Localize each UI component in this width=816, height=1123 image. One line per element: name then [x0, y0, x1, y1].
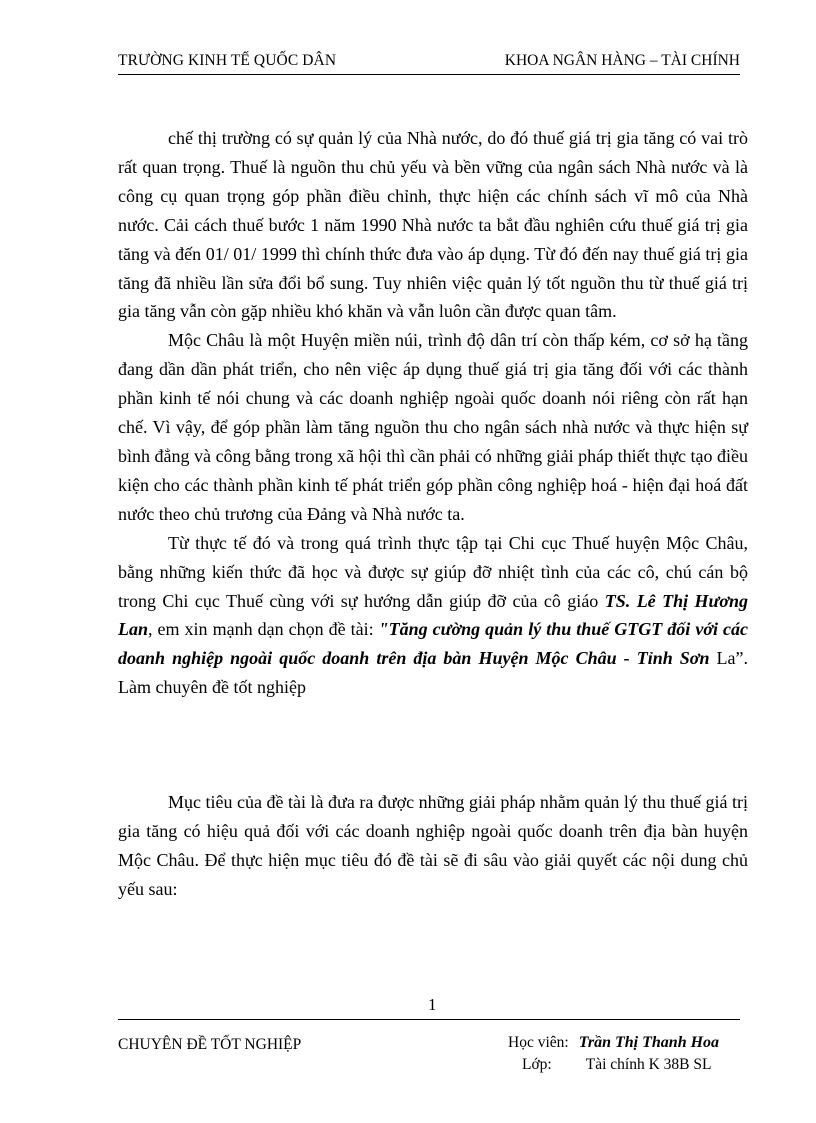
paragraph-3-text-c: La”. Làm chuyên đề tốt nghiệp — [118, 648, 748, 698]
paragraph-2: Mộc Châu là một Huyện miền núi, trình độ dân trí còn thấp kém, cơ sở hạ tầng đang dần dần phát triển, cho nên việc áp dụng thuế giá trị gia tăng đối với các thành phần kinh tế nói chung và các doanh nghiệp ngoài quốc doanh nói riêng còn rất hạn chế. Vì vậy, để góp phần làm tăng nguồn thu cho ngân sách nhà nước và thực hiện sự bình đẳng và công bằng trong xã hội thì cần phải có những giải pháp thiết thực tạo điều kiện cho các thành phần kinh tế phát triển góp phần công nghiệp hoá - hiện đại hoá đất nước theo chủ trương của Đảng và Nhà nước ta. — [118, 330, 748, 524]
section-gap — [118, 702, 748, 788]
class-label: Lớp: — [522, 1056, 552, 1073]
thesis-title: "Tăng cường quản lý thu thuế GTGT đối với các doanh nghiệp ngoài quốc doanh trên địa bàn Huyện Mộc Châu - Tỉnh Sơn — [118, 619, 748, 669]
page-footer — [118, 1019, 740, 1080]
paragraph-3 — [118, 529, 748, 702]
document-body — [118, 124, 748, 904]
footer-doc-type: CHUYÊN ĐỀ TỐT NGHIỆP — [118, 1036, 302, 1053]
paragraph-3-text-b: , em xin mạnh dạn chọn đề tài: — [148, 619, 379, 640]
teacher-name: TS. Lê Thị Hương Lan — [118, 590, 749, 640]
paragraph-3-text-a: Từ thực tế đó và trong quá trình thực tập tại Chi cục Thuế huyện Mộc Châu, bằng những kiến thức đã học và được sự giúp đỡ nhiệt tình của các cô, chú cán bộ trong Chi cục Thuế cùng với sự hướng dẫn giúp đỡ của cô giáo — [118, 532, 748, 611]
header-faculty: KHOA NGÂN HÀNG – TÀI CHÍNH — [504, 52, 740, 69]
student-name: Trần Thị Thanh Hoa — [578, 1034, 720, 1051]
student-label: Học viên: — [508, 1034, 569, 1051]
header-school: TRƯỜNG KINH TẾ QUỐC DÂN — [118, 52, 337, 69]
class-value: Tài chính K 38B SL — [585, 1056, 712, 1073]
footer-class — [522, 1056, 711, 1074]
paragraph-4: Mục tiêu của đề tài là đưa ra được những giải pháp nhằm quản lý thu thuế giá trị gia tăng có hiệu quả đối với các doanh nghiệp ngoài quốc doanh trên địa bàn huyện Mộc Châu. Để thực hiện mục tiêu đó đề tài sẽ đi sâu vào giải quyết các nội dung chủ yếu sau: — [118, 792, 748, 899]
page-number: 1 — [428, 995, 437, 1014]
footer-student — [508, 1034, 719, 1052]
page-header — [118, 50, 740, 75]
paragraph-1: chế thị trường có sự quản lý của Nhà nước, do đó thuế giá trị gia tăng có vai trò rất quan trọng. Thuế là nguồn thu chủ yếu và bền vững của ngân sách Nhà nước và là công cụ quan trọng góp phần điều chỉnh, thực hiện các chính sách vĩ mô của Nhà nước. Cải cách thuế bước 1 năm 1990 Nhà nước ta bắt đầu nghiên cứu thuế giá trị gia tăng và đến 01/ 01/ 1999 thì chính thức đưa vào áp dụng. Từ đó đến nay thuế giá trị gia tăng đã nhiều lần sửa đổi bổ sung. Tuy nhiên việc quản lý tốt nguồn thu từ thuế giá trị gia tăng vẫn còn gặp nhiều khó khăn và vẫn luôn cần được quan tâm. — [118, 128, 748, 322]
